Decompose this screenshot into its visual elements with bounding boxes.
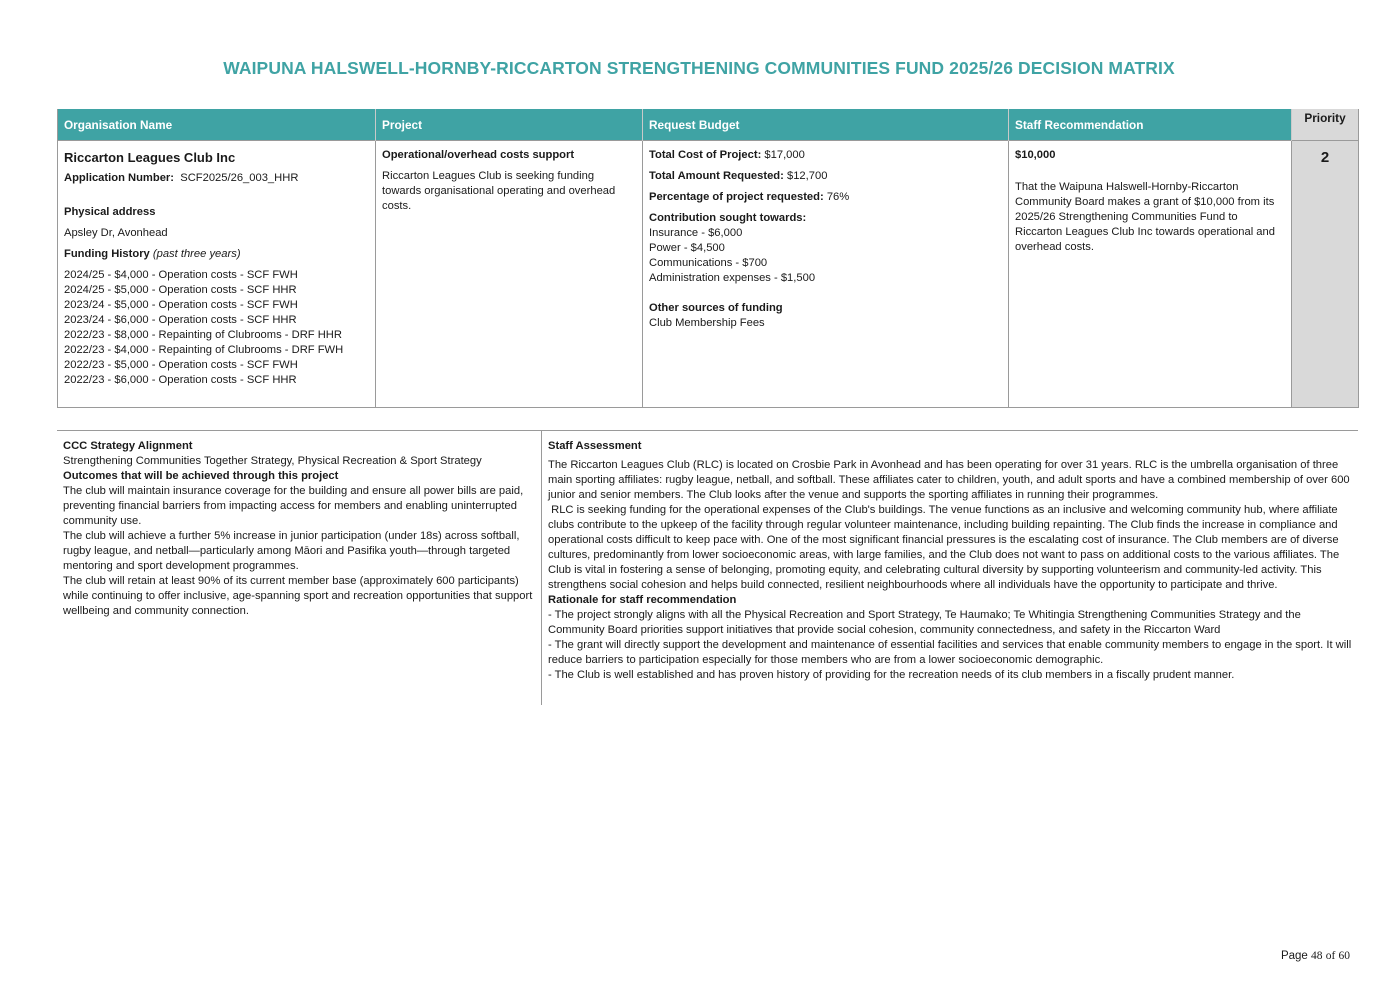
assessment-paragraph: RLC is seeking funding for the operational expenses of the Club's buildings. The venue functions as an inclusive and welcoming community hub, where affiliate clubs contribute to the upkeep of the facility through regular volunteer maintenance, including building repainting. The Club finds the increase in compliance and operational costs difficult to keep pace with. One of the most significant financial pressures is the escalating cost of insurance. The Club members are of diverse cultures, predominantly from lower socioeconomic areas, with large families, and the Club does not want to pass on additional costs to the various affiliates. The Club is vital in fostering a sense of belonging, promoting equity, and celebrating cultural diversity by supporting volunteerism and community-led activity. This strengthens social cohesion and helps build connected, resilient neighbourhoods where all individuals have the opportunity to participate and thrive. [548,504,1343,591]
rationale-item: - The Club is well established and has proven history of providing for the recreation needs of its club members in a fiscally prudent manner. [548,669,1235,681]
recommendation-amount: $10,000 [1015,149,1056,161]
strategy-alignment-text: Strengthening Communities Together Strategy, Physical Recreation & Sport Strategy [63,455,482,467]
list-item: 2022/23 - $8,000 - Repainting of Clubrooms - DRF HHR [64,329,342,341]
header-request-budget: Request Budget [643,109,1009,141]
table-header-row [58,109,1359,141]
strategy-alignment-panel [57,431,541,705]
outcome-item: The club will achieve a further 5% increase in junior participation (under 18s) across softball, rugby league, and netball—particularly among Māori and Pasifika youth—through targeted mentoring and sport development programmes. [63,530,520,572]
funding-history-note: (past three years) [152,248,241,260]
organisation-cell [58,141,376,408]
outcome-item: The club will maintain insurance coverage for the building and ensure all power bills are paid, preventing financial barriers from impacting access for members and enabling uninterrupted community use. [63,485,524,527]
application-number [64,171,369,186]
header-priority: Priority [1292,109,1359,141]
assessment-paragraph: The Riccarton Leagues Club (RLC) is located on Crosbie Park in Avonhead and has been operating for over 31 years. RLC is the umbrella organisation of three main sporting affiliates: rugby league, netball, and softball. These affiliates cater to children, youth, and adult sports and have a combined membership of over 600 junior and senior members. The Club looks after the venue and supports the sporting affiliates in running their programmes. [548,459,1350,501]
project-title: Operational/overhead costs support [382,149,575,161]
list-item: 2024/25 - $5,000 - Operation costs - SCF HHR [64,284,297,296]
organisation-name: Riccarton Leagues Club Inc [64,150,236,165]
contribution-label: Contribution sought towards: [649,212,807,224]
other-funding-value: Club Membership Fees [649,317,765,329]
funding-history-list [64,268,369,388]
physical-address-label: Physical address [64,206,156,218]
application-number-label: Application Number: [64,172,175,184]
recommendation-text: That the Waipuna Halswell-Hornby-Riccarton Community Board makes a grant of $10,000 from its 2025/26 Strengthening Communities Fund to Riccarton Leagues Club Inc towards operational and overhead costs. [1015,181,1275,253]
application-number-value: SCF2025/26_003_HHR [180,172,299,184]
list-item: 2023/24 - $6,000 - Operation costs - SCF HHR [64,314,297,326]
header-project: Project [376,109,643,141]
total-cost [649,148,1002,163]
contribution-list [649,226,1002,286]
list-item: 2022/23 - $4,000 - Repainting of Clubrooms - DRF FWH [64,344,344,356]
project-cell [376,141,643,408]
request-budget-cell [643,141,1009,408]
priority-value: 2 [1320,149,1330,166]
project-description: Riccarton Leagues Club is seeking funding towards organisational operating and overhead costs. [382,170,616,212]
priority-cell [1292,141,1359,408]
staff-assessment-panel [541,431,1359,705]
page-total: 60 [1338,950,1350,962]
page-number [1281,950,1350,962]
rationale-item: - The project strongly aligns with all the Physical Recreation and Sport Strategy, Te Haumako; Te Whitingia Strengthening Communities Strategy and the Community Board priorities support initiatives that provide social cohesion, community connectedness, and safety in the Riccarton Ward [548,609,1301,636]
percentage-requested [649,190,1002,205]
list-item: 2022/23 - $6,000 - Operation costs - SCF HHR [64,374,297,386]
list-item: Communications - $700 [649,257,768,269]
outcomes-heading: Outcomes that will be achieved through this project [63,470,339,482]
total-cost-label: Total Cost of Project: [649,149,762,161]
staff-recommendation-cell [1009,141,1292,408]
other-funding-label: Other sources of funding [649,302,783,314]
staff-assessment-heading: Staff Assessment [548,440,642,452]
header-organisation-name: Organisation Name [58,109,376,141]
total-requested [649,169,1002,184]
strategy-alignment-heading: CCC Strategy Alignment [63,440,193,452]
page-label: Page [1280,950,1308,962]
assessment-section [57,430,1358,706]
outcome-item: The club will retain at least 90% of its current member base (approximately 600 participants) while continuing to offer inclusive, age-spanning sport and recreation opportunities that support wellbeing and community connection. [63,575,533,617]
percentage-value: 76% [826,191,850,203]
page-current: 48 [1311,950,1323,962]
total-cost-value: $17,000 [764,149,805,161]
list-item: 2023/24 - $5,000 - Operation costs - SCF FWH [64,299,298,311]
list-item: 2022/23 - $5,000 - Operation costs - SCF FWH [64,359,298,371]
list-item: Power - $4,500 [649,242,725,254]
page-of-label: of [1325,950,1336,962]
page-title: WAIPUNA HALSWELL-HORNBY-RICCARTON STRENGTHENING COMMUNITIES FUND 2025/26 DECISION MATRIX [223,58,1175,78]
percentage-label: Percentage of project requested: [649,191,824,203]
list-item: Insurance - $6,000 [649,227,743,239]
funding-history-heading [64,247,369,262]
list-item: 2024/25 - $4,000 - Operation costs - SCF FWH [64,269,298,281]
total-requested-value: $12,700 [786,170,828,182]
physical-address-value: Apsley Dr, Avonhead [64,227,168,239]
decision-matrix-table [57,109,1359,408]
total-requested-label: Total Amount Requested: [649,170,784,182]
rationale-heading: Rationale for staff recommendation [548,594,737,606]
funding-history-label: Funding History [64,248,150,260]
rationale-item: - The grant will directly support the development and maintenance of essential facilities and services that enable community members to engage in the sport. It will reduce barriers to participation especially for those members who are from a lower socioeconomic demographic. [548,639,1352,666]
header-staff-recommendation: Staff Recommendation [1009,109,1292,141]
list-item: Administration expenses - $1,500 [649,272,816,284]
table-row [58,141,1359,408]
